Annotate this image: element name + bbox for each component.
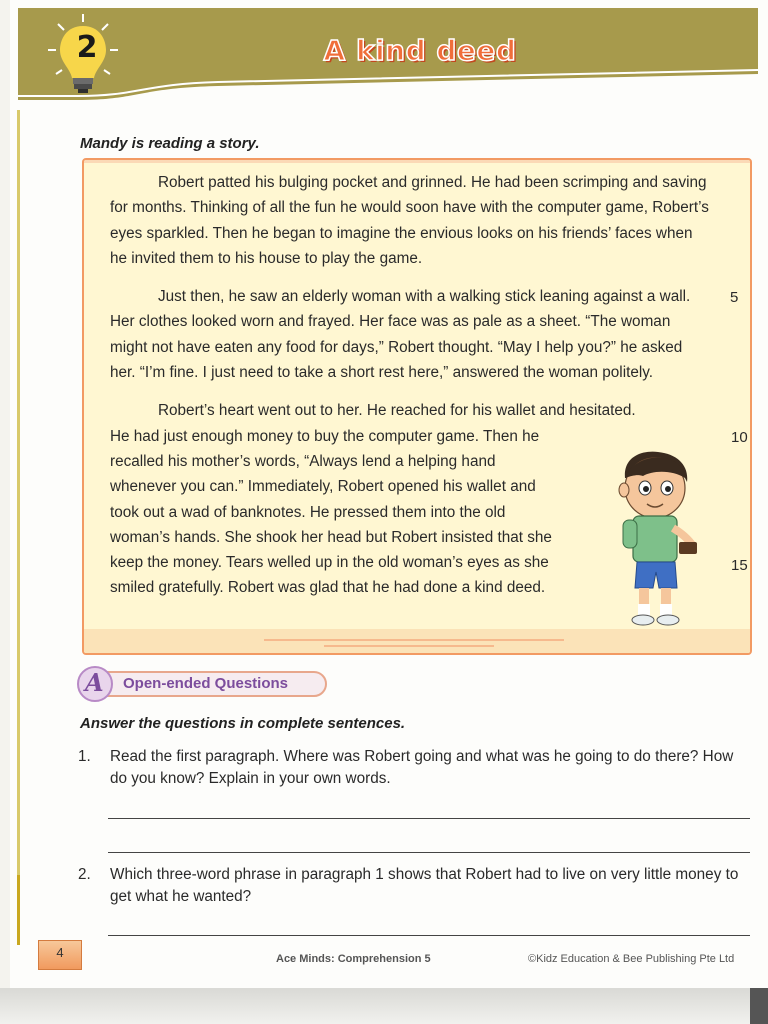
scan-edge-dark	[750, 988, 768, 1024]
section-badge	[77, 666, 329, 702]
question-number: 1.	[78, 748, 91, 765]
section-label: Open-ended Questions	[123, 675, 289, 692]
story-line: whenever you can.” Immediately, Robert opened his wallet and	[110, 478, 536, 496]
page-number: 4	[56, 945, 64, 960]
story-paragraph-1: Robert patted his bulging pocket and grinned. He had been scrimping and saving for months. Thinking of all the fun he would soon have with the computer game, Robert’s eyes sparkled. Then he began to imagine the envious looks on his friends’ faces when he invited them to his house to play the game.	[110, 174, 709, 267]
section-letter: A	[85, 668, 104, 697]
story-line: smiled gratefully. Robert was glad that he had done a kind deed.	[110, 579, 546, 597]
questions-instruction: Answer the questions in complete sentences.	[80, 715, 406, 732]
answer-line[interactable]	[108, 935, 750, 936]
story-box-band-line	[264, 639, 564, 641]
story-box-band-line-short	[324, 645, 494, 647]
left-margin-rule	[17, 110, 20, 910]
story-paragraph-3	[110, 398, 710, 423]
story-paragraph-3-opening: Robert’s heart went out to her. He reached for his wallet and hesitated.	[158, 402, 636, 420]
boy-illustration	[603, 448, 703, 633]
copyright: ©Kidz Education & Bee Publishing Pte Ltd	[528, 953, 735, 965]
story-line: He had just enough money to buy the computer game. Then he	[110, 427, 540, 445]
page-number-box	[38, 940, 82, 970]
story-line: recalled his mother’s words, “Always lend a helping hand	[110, 452, 496, 470]
line-number-10: 10	[731, 429, 748, 446]
line-number-5: 5	[730, 289, 739, 306]
answer-line[interactable]	[108, 852, 750, 853]
scan-bottom-edge	[0, 988, 768, 1024]
story-box-top-line	[84, 160, 750, 163]
question-text: Which three-word phrase in paragraph 1 shows that Robert had to live on very little money to get what he wanted?	[110, 866, 739, 905]
story-paragraph-2: Just then, he saw an elderly woman with a walking stick leaning against a wall. Her clothes looked worn and frayed. Her face was as pale as a sheet. “The woman might not have eaten any food for days,” Robert thought. “May I help you?” he asked her. “I’m fine. I just need to take a short rest here,” answered the woman politely.	[110, 288, 691, 382]
story-intro: Mandy is reading a story.	[80, 135, 260, 152]
story-line: woman’s hands. She shook her head but Robert insisted that she	[110, 528, 552, 546]
left-margin-accent	[17, 875, 20, 945]
question-1	[78, 746, 748, 792]
story-line: took out a wad of banknotes. He pressed them into the old	[110, 503, 506, 521]
page-title: A kind deed	[323, 34, 517, 67]
question-text: Read the first paragraph. Where was Robert going and what was he going to do there? How do you know? Explain in your own words.	[110, 748, 734, 787]
story-line: keep the money. Tears welled up in the old woman’s eyes as she	[110, 554, 549, 572]
answer-line[interactable]	[108, 818, 750, 819]
line-number-15: 15	[731, 557, 748, 574]
question-number: 2.	[78, 866, 91, 883]
chapter-number: 2	[76, 30, 98, 65]
question-2	[78, 864, 748, 910]
book-title: Ace Minds: Comprehension 5	[276, 953, 431, 965]
